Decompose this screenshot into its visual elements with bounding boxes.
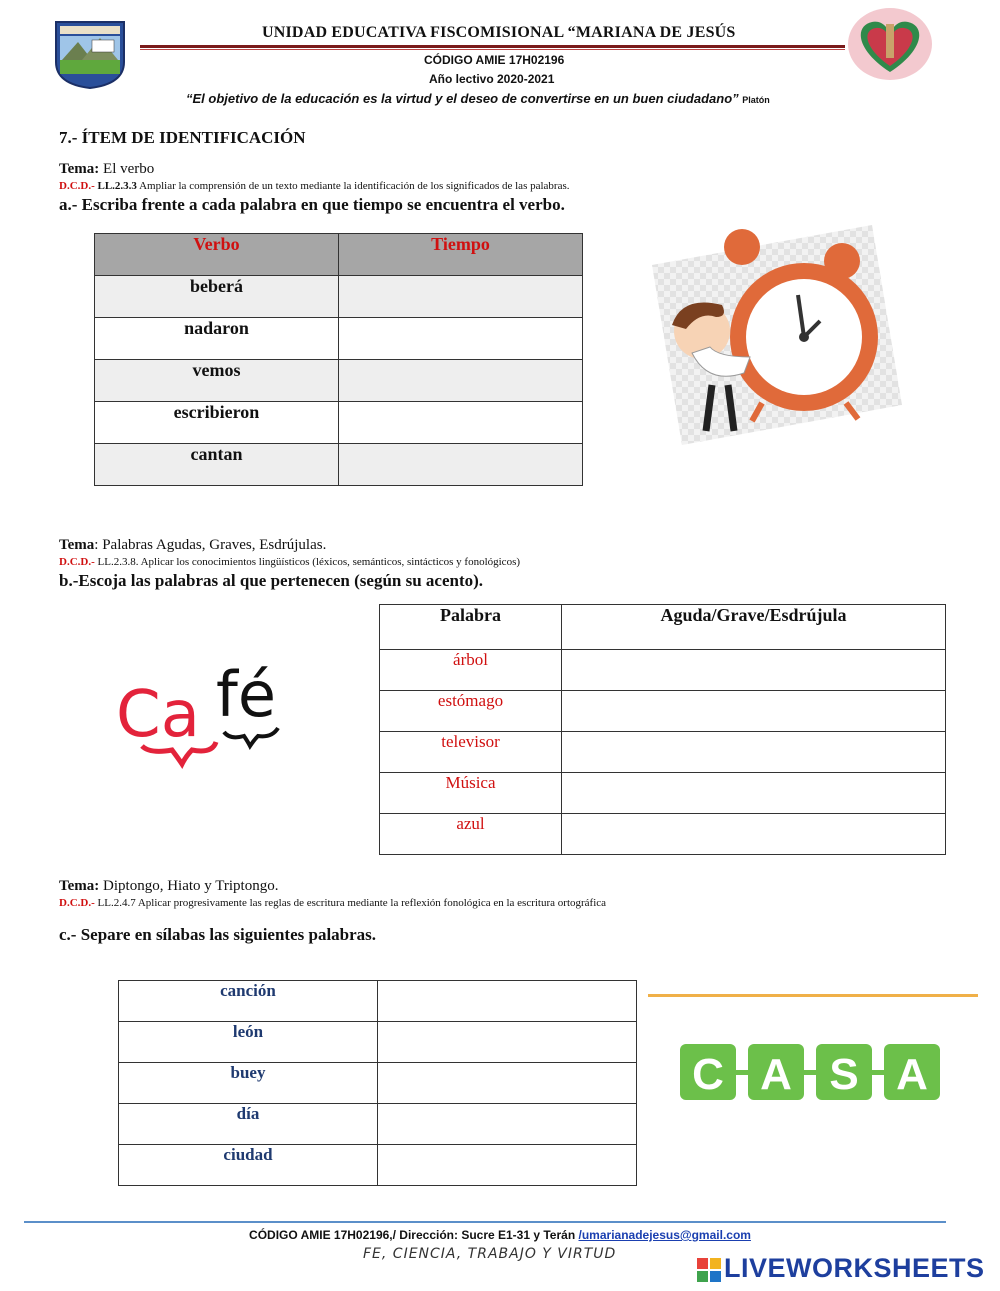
word-cell: televisor [380,732,562,773]
table-row [380,691,946,732]
word-cell: canción [119,981,378,1022]
dcd-label: D.C.D.- [59,180,95,192]
dcd-b [59,556,520,568]
quote-text: “El objetivo de la educación es la virtud y el deseo de convertirse en un buen ciudadano” [186,91,739,106]
question-b: b.-Escoja las palabras al que pertenecen (según su acento). [59,571,484,590]
word-cell: león [119,1022,378,1063]
motto-quote [186,91,770,106]
header-divider [140,45,845,48]
table-row [380,732,946,773]
liveworksheets-icon [697,1258,721,1282]
cafe-illustration [112,652,292,772]
quote-author: Platón [742,95,770,105]
col-tiempo: Tiempo [339,234,583,276]
word-cell: día [119,1104,378,1145]
word-cell: buey [119,1063,378,1104]
table-row [119,1022,637,1063]
tema-b [59,537,326,554]
religious-emblem [846,6,942,82]
verb-cell: cantan [95,444,339,486]
dcd-a [59,180,570,192]
item-title: 7.- ÍTEM DE IDENTIFICACIÓN [59,128,306,147]
dcd-label: D.C.D.- [59,556,95,568]
tema-value: El verbo [103,161,155,177]
tense-answer-cell[interactable] [339,276,583,318]
tema-label: Tema: [59,161,100,177]
casa-illustration [648,994,978,1114]
syllable-answer-cell[interactable] [378,1145,637,1186]
dcd-text: LL.2.3.8. Aplicar los conocimientos lingüísticos (léxicos, semánticos, sintácticos y fonológicos) [97,556,521,568]
accent-answer-cell[interactable] [562,650,946,691]
word-cell: estómago [380,691,562,732]
table-row [95,360,583,402]
tema-a [59,161,154,178]
question-c: c.- Separe en sílabas las siguientes palabras. [59,925,377,944]
amie-code: CÓDIGO AMIE 17H02196 [424,53,565,67]
school-year: Año lectivo 2020-2021 [429,72,555,86]
clock-illustration [652,225,902,445]
syllable-answer-cell[interactable] [378,1104,637,1145]
col-palabra: Palabra [380,605,562,650]
cafe-word-ca: Ca [116,678,200,752]
tense-answer-cell[interactable] [339,360,583,402]
table-row [380,650,946,691]
col-verbo: Verbo [95,234,339,276]
tile-letter: A [896,1050,928,1099]
dcd-code: LL.2.3.3 [97,180,137,192]
table-row [119,1145,637,1186]
syllable-answer-cell[interactable] [378,1022,637,1063]
tema-label: Tema: [59,878,100,894]
word-cell: árbol [380,650,562,691]
accent-table [379,604,946,855]
accent-answer-cell[interactable] [562,691,946,732]
tema-value: : Palabras Agudas, Graves, Esdrújulas. [94,537,327,553]
footer-address [0,1228,1000,1242]
tema-c [59,878,278,895]
word-cell: azul [380,814,562,855]
tema-label: Tema [59,537,95,553]
tile-letter: S [829,1050,859,1099]
syllable-answer-cell[interactable] [378,981,637,1022]
word-cell: Música [380,773,562,814]
tense-answer-cell[interactable] [339,444,583,486]
table-row [95,444,583,486]
syllable-table [118,980,637,1186]
col-aguda-grave-esdrujula: Aguda/Grave/Esdrújula [562,605,946,650]
table-row [380,773,946,814]
table-row [95,318,583,360]
word-cell: ciudad [119,1145,378,1186]
tile-letter: C [692,1050,724,1099]
tema-value: Diptongo, Hiato y Triptongo. [103,878,279,894]
question-a: a.- Escriba frente a cada palabra en que tiempo se encuentra el verbo. [59,195,565,214]
school-logo [52,18,128,90]
dcd-c [59,897,606,909]
tense-answer-cell[interactable] [339,318,583,360]
footer-divider [24,1221,946,1223]
verb-cell: vemos [95,360,339,402]
table-row [119,981,637,1022]
tense-answer-cell[interactable] [339,402,583,444]
tile-letter: A [760,1050,792,1099]
accent-answer-cell[interactable] [562,773,946,814]
verb-tense-table [94,233,583,486]
email-link[interactable]: /umarianadejesus@gmail.com [578,1228,751,1242]
cafe-word-fe: fé [216,658,276,731]
dcd-label: D.C.D.- [59,897,95,909]
dcd-text: Ampliar la comprensión de un texto mediante la identificación de los significados de las palabras. [139,180,570,192]
footer-motto: FE, CIENCIA, TRABAJO Y VIRTUD [363,1246,617,1262]
liveworksheets-brand[interactable]: LIVEWORKSHEETS [724,1253,985,1283]
header-divider-thin [140,49,845,50]
table-row [119,1063,637,1104]
table-row [380,814,946,855]
syllable-answer-cell[interactable] [378,1063,637,1104]
school-name: UNIDAD EDUCATIVA FISCOMISIONAL “MARIANA DE JESÚS [262,24,736,41]
accent-answer-cell[interactable] [562,814,946,855]
verb-cell: escribieron [95,402,339,444]
table-row [95,276,583,318]
address-text: CÓDIGO AMIE 17H02196,/ Dirección: Sucre E1-31 y Terán [249,1228,576,1242]
verb-cell: beberá [95,276,339,318]
table-row [95,402,583,444]
accent-answer-cell[interactable] [562,732,946,773]
table-row [119,1104,637,1145]
dcd-text: LL.2.4.7 Aplicar progresivamente las reglas de escritura mediante la reflexión fonológica en la escritura ortográfica [97,897,607,909]
verb-cell: nadaron [95,318,339,360]
